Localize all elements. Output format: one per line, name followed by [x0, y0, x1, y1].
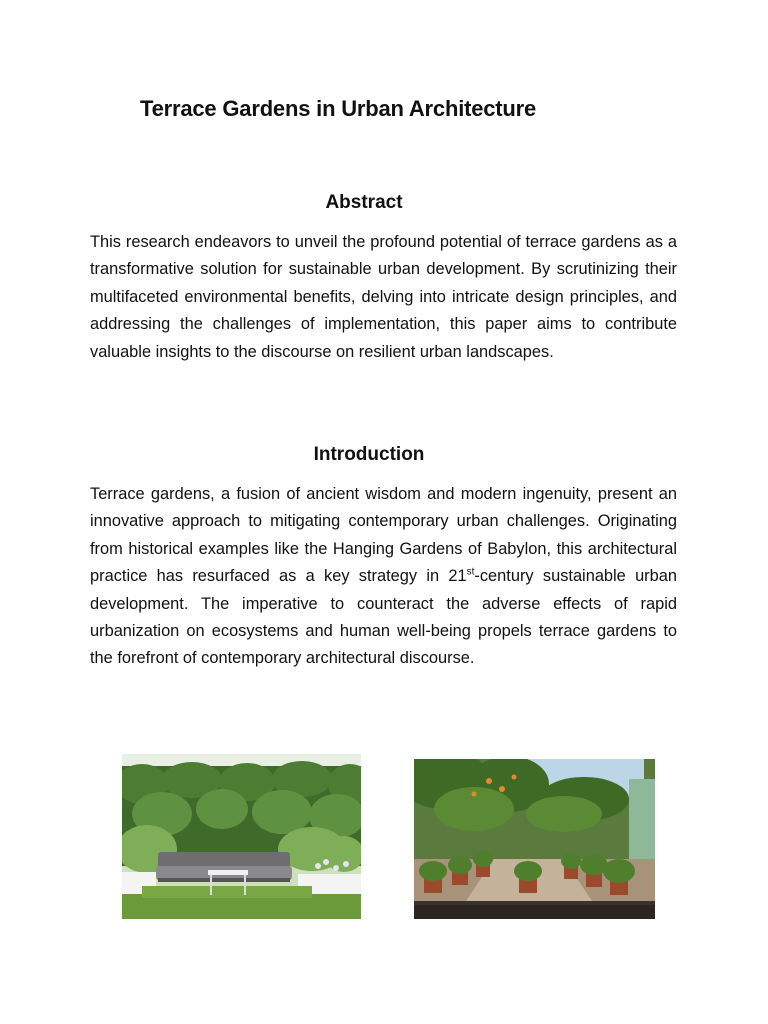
introduction-heading: Introduction [313, 444, 425, 465]
terrace-garden-lounge-photo [122, 754, 361, 919]
terrace-potted-plants-photo [414, 759, 655, 919]
introduction-text-part2: -century sustainable urban development. The imperative to counteract the adverse effects of rapid urbanization on ecosystems and human well-being propels terrace gardens to the forefront of contemporary architectural discourse. [90, 567, 677, 668]
introduction-text-part1: Terrace gardens, a fusion of ancient wisdom and modern ingenuity, present an innovative approach to mitigating contemporary urban challenges. Originating from historical examples like the Hanging Gardens of Babylon, this architectural practice has resurfaced as a key strategy in 21 [90, 485, 677, 586]
document-title: Terrace Gardens in Urban Architecture [140, 96, 537, 121]
abstract-heading: Abstract [325, 192, 403, 213]
ordinal-superscript: st [466, 566, 475, 578]
introduction-paragraph [90, 481, 677, 673]
abstract-paragraph: This research endeavors to unveil the profound potential of terrace gardens as a transformative solution for sustainable urban development. By scrutinizing their multifaceted environmental benefits, delving into intricate design principles, and addressing the challenges of implementation, this paper aims to contribute valuable insights to the discourse on resilient urban landscapes. [90, 233, 677, 361]
